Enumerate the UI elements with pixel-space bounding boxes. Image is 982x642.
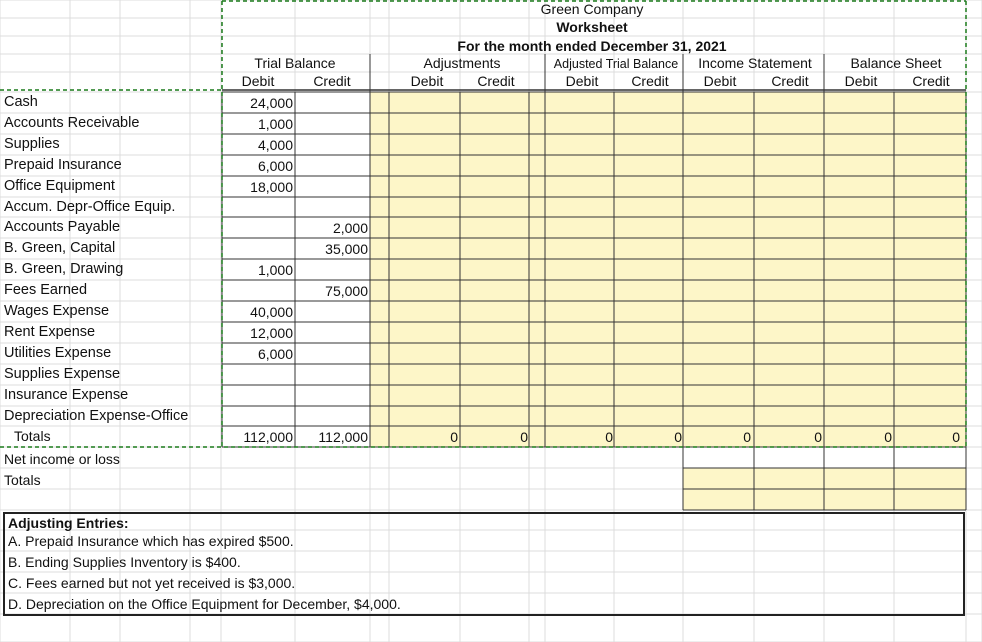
total-bs-credit: 0 — [952, 429, 960, 445]
account-name: Insurance Expense — [4, 386, 129, 403]
is-credit-header: Credit — [771, 73, 809, 89]
company-name: Green Company — [540, 1, 644, 17]
account-name: Supplies — [4, 135, 60, 152]
tb-debit-cell[interactable]: 1,000 — [257, 115, 293, 132]
account-name: B. Green, Capital — [4, 240, 116, 257]
adj-credit-header: Credit — [477, 73, 515, 89]
worksheet-title: Worksheet — [556, 19, 628, 35]
total-tb-debit: 112,000 — [243, 429, 293, 445]
balance-sheet-header: Balance Sheet — [850, 55, 942, 71]
adjusting-entries-box — [3, 512, 965, 616]
adjusting-entry-c: C. Fees earned but not yet received is $3,000. — [8, 575, 296, 591]
tb-credit-cell[interactable]: 75,000 — [325, 283, 368, 300]
adjustments-header: Adjustments — [423, 55, 501, 71]
atb-debit-header: Debit — [565, 73, 599, 89]
tb-credit-cell[interactable]: 35,000 — [325, 241, 368, 258]
period-label: For the month ended December 31, 2021 — [457, 38, 727, 54]
tb-debit-cell[interactable]: 6,000 — [257, 157, 293, 174]
account-name: Utilities Expense — [4, 344, 112, 361]
tb-debit-cell[interactable]: 18,000 — [250, 178, 293, 195]
is-debit-header: Debit — [703, 73, 737, 89]
account-name: Accounts Receivable — [4, 114, 140, 131]
final-totals-label: Totals — [4, 472, 41, 488]
account-name: Accum. Depr-Office Equip. — [4, 198, 176, 215]
account-name: Cash — [4, 94, 38, 110]
account-name: Depreciation Expense-Office — [4, 407, 189, 424]
input-area — [754, 92, 824, 447]
account-name: Accounts Payable — [4, 219, 121, 236]
input-area — [389, 92, 460, 447]
tb-credit-header: Credit — [313, 73, 351, 89]
tb-debit-cell[interactable]: 40,000 — [250, 304, 293, 320]
adjusted-trial-balance-header: Adjusted Trial Balance — [553, 57, 679, 71]
tb-debit-cell[interactable]: 24,000 — [250, 95, 293, 111]
account-name: Prepaid Insurance — [4, 156, 122, 173]
account-name: B. Green, Drawing — [4, 261, 124, 278]
total-adj-debit: 0 — [450, 429, 458, 445]
adjusting-entries-title: Adjusting Entries: — [8, 515, 129, 531]
bs-credit-header: Credit — [912, 73, 950, 89]
income-statement-header: Income Statement — [698, 55, 812, 71]
account-name: Office Equipment — [4, 177, 115, 194]
adjusting-entry-b: B. Ending Supplies Inventory is $400. — [8, 554, 241, 570]
total-atb-debit: 0 — [605, 429, 613, 445]
account-name: Rent Expense — [4, 323, 96, 340]
trial-balance-header: Trial Balance — [254, 55, 336, 71]
tb-debit-header: Debit — [241, 73, 275, 89]
bs-debit-header: Debit — [844, 73, 878, 89]
tb-debit-cell[interactable]: 6,000 — [257, 345, 293, 362]
input-area — [683, 92, 754, 447]
account-name: Supplies Expense — [4, 365, 121, 382]
input-area — [545, 92, 614, 447]
total-bs-debit: 0 — [884, 429, 892, 445]
tb-debit-cell[interactable]: 12,000 — [250, 324, 293, 341]
net-income-label: Net income or loss — [4, 451, 120, 467]
account-name: Fees Earned — [4, 282, 88, 299]
total-is-debit: 0 — [743, 429, 751, 445]
account-name: Wages Expense — [4, 303, 110, 319]
input-area — [614, 92, 683, 447]
adjusting-entry-a: A. Prepaid Insurance which has expired $500. — [8, 533, 294, 549]
input-area — [529, 92, 545, 447]
input-area — [370, 92, 389, 447]
totals-label: Totals — [14, 428, 51, 444]
input-area — [894, 92, 966, 447]
atb-credit-header: Credit — [631, 73, 669, 89]
tb-debit-cell[interactable]: 4,000 — [257, 136, 293, 153]
tb-credit-cell[interactable]: 2,000 — [332, 220, 368, 237]
total-adj-credit: 0 — [520, 429, 528, 445]
adj-debit-header: Debit — [410, 73, 444, 89]
total-is-credit: 0 — [814, 429, 822, 445]
total-tb-credit: 112,000 — [318, 429, 368, 445]
total-atb-credit: 0 — [674, 429, 682, 445]
tb-debit-cell[interactable]: 1,000 — [257, 262, 293, 279]
input-area — [824, 92, 894, 447]
input-area — [460, 92, 529, 447]
adjusting-entry-d: D. Depreciation on the Office Equipment for December, $4,000. — [8, 596, 401, 612]
